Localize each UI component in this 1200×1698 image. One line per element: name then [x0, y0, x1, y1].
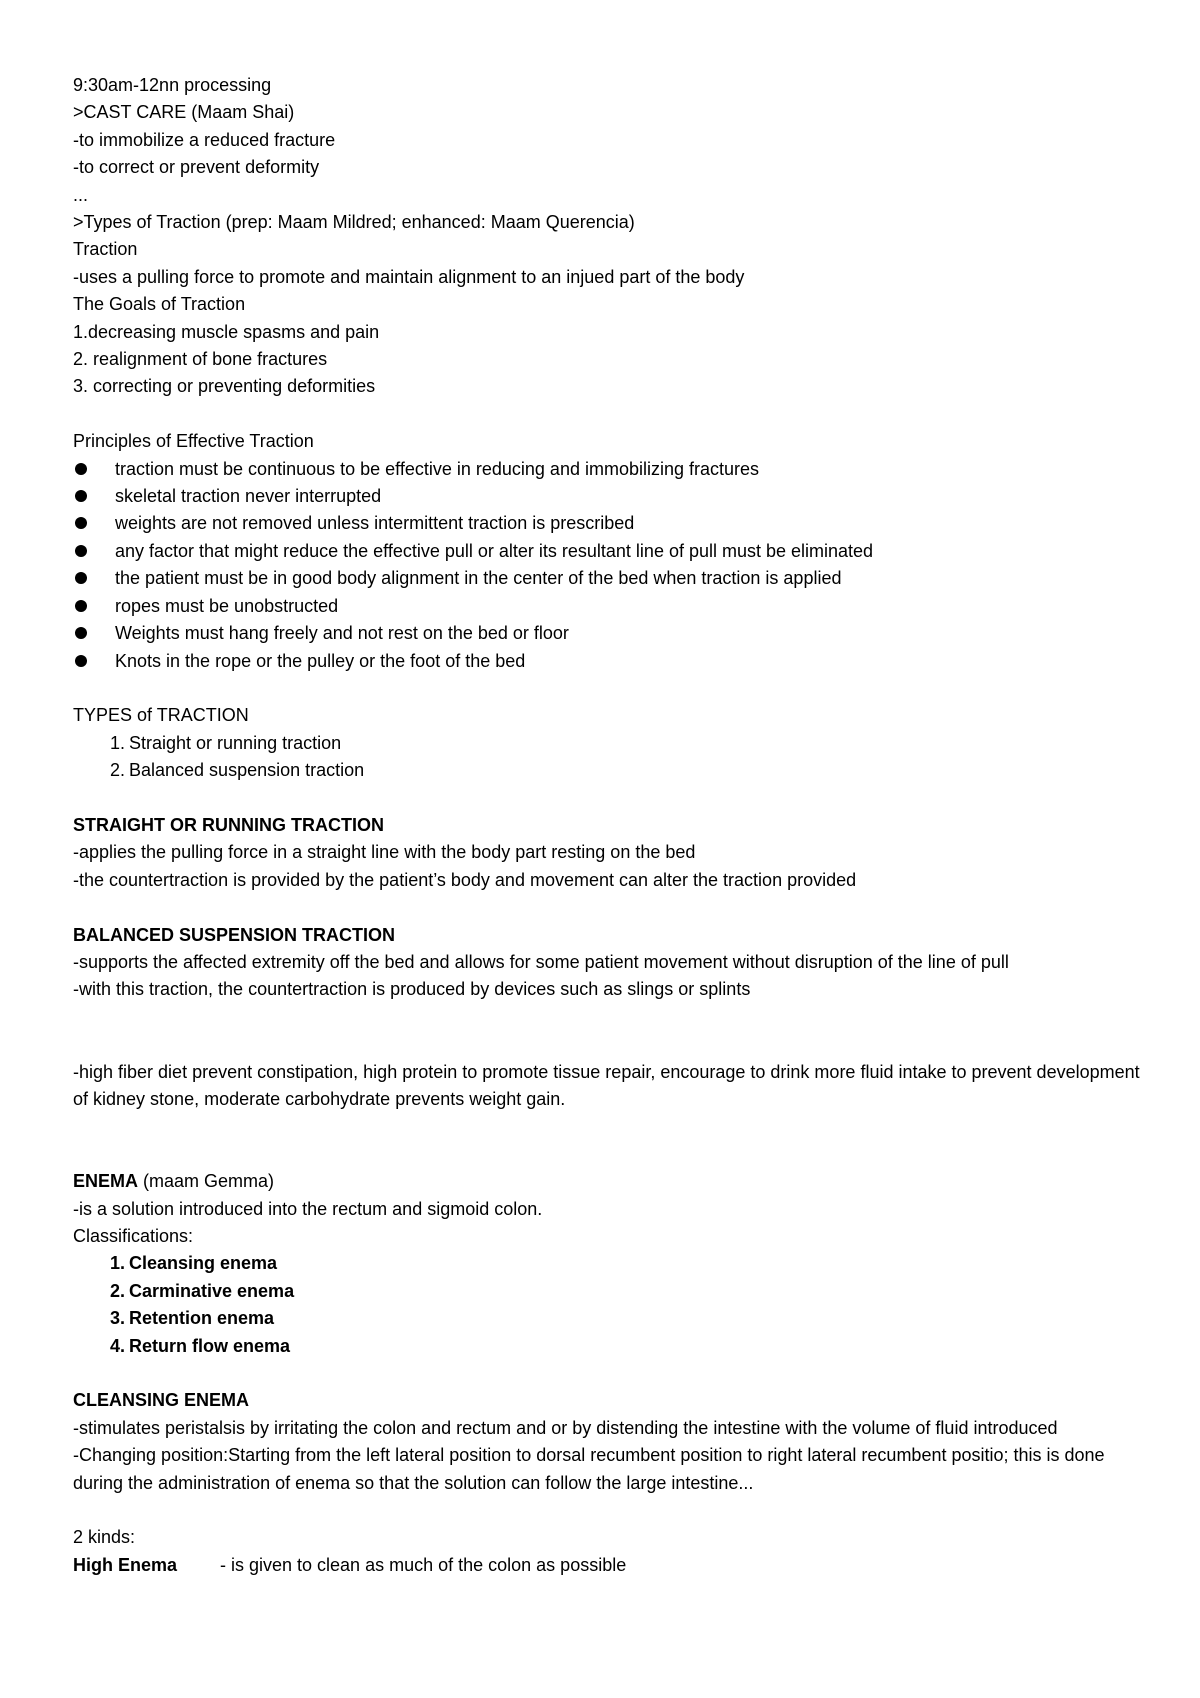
- straight-point: -applies the pulling force in a straight line with the body part resting on the bed: [73, 842, 696, 863]
- list-item: 1. Straight or running traction: [110, 732, 342, 753]
- balanced-point: -supports the affected extremity off the bed and allows for some patient movement without disruption of the line of pull: [73, 951, 1009, 972]
- list-item: the patient must be in good body alignment in the center of the bed when traction is applied: [73, 565, 1140, 592]
- traction-types-list: [73, 730, 1140, 785]
- bullet-icon: [75, 490, 87, 502]
- straight-point: -the countertraction is provided by the patient’s body and movement can alter the traction provided: [73, 869, 857, 890]
- bullet-icon: [75, 627, 87, 639]
- goal-item: 2. realignment of bone fractures: [73, 349, 328, 370]
- list-item: 3. Retention enema: [110, 1308, 275, 1329]
- principles-list: [73, 456, 1140, 675]
- enema-title-rest: (maam Gemma): [138, 1171, 275, 1192]
- straight-traction-heading: STRAIGHT OR RUNNING TRACTION: [73, 814, 384, 835]
- enema-title: [73, 1168, 1140, 1195]
- traction-term: Traction: [73, 239, 138, 260]
- bullet-icon: [75, 572, 87, 584]
- cast-care-title: >CAST CARE (Maam Shai): [73, 102, 295, 123]
- list-item: 4. Return flow enema: [110, 1335, 291, 1356]
- goals-heading: The Goals of Traction: [73, 294, 246, 315]
- cleansing-enema-heading: CLEANSING ENEMA: [73, 1390, 250, 1411]
- classifications-label: Classifications:: [73, 1225, 194, 1246]
- cleansing-point: -stimulates peristalsis by irritating the colon and rectum and or by distending the intestine with the volume of fluid introduced: [73, 1417, 1058, 1438]
- balanced-traction-heading: BALANCED SUSPENSION TRACTION: [73, 924, 396, 945]
- goal-item: 3. correcting or preventing deformities: [73, 376, 376, 397]
- list-item: 2. Balanced suspension traction: [110, 760, 365, 781]
- list-item: 1. Cleansing enema: [110, 1253, 278, 1274]
- bullet-icon: [75, 545, 87, 557]
- high-enema-label: High Enema: [73, 1554, 178, 1575]
- cast-point: -to correct or prevent deformity: [73, 157, 320, 178]
- cast-point: -to immobilize a reduced fracture: [73, 129, 336, 150]
- list-item: any factor that might reduce the effective pull or alter its resultant line of pull must be eliminated: [73, 538, 1140, 565]
- traction-definition: -uses a pulling force to promote and maintain alignment to an injued part of the body: [73, 266, 745, 287]
- high-enema-text: - is given to clean as much of the colon as possible: [220, 1554, 627, 1575]
- enema-definition: -is a solution introduced into the rectum and sigmoid colon.: [73, 1198, 543, 1219]
- bullet-icon: [75, 600, 87, 612]
- enema-classifications-list: [73, 1250, 1140, 1360]
- balanced-point: -with this traction, the countertraction is produced by devices such as slings or splints: [73, 979, 751, 1000]
- diet-note: -high fiber diet prevent constipation, high protein to promote tissue repair, encourage to drink more fluid intake to prevent development of kidney stone, moderate carbohydrate prevents weight gain.: [73, 1061, 1140, 1109]
- time-line: 9:30am-12nn processing: [73, 75, 272, 95]
- enema-title-bold: ENEMA: [73, 1171, 139, 1192]
- types-title: TYPES of TRACTION: [73, 705, 249, 726]
- list-item: weights are not removed unless intermittent traction is prescribed: [73, 510, 1140, 537]
- goal-item: 1.decreasing muscle spasms and pain: [73, 321, 380, 342]
- cleansing-point: -Changing position:Starting from the left lateral position to dorsal recumbent position to right lateral recumbent positio; this is done during the administration of enema so that the solution can follow the large intestine...: [73, 1445, 1105, 1493]
- list-item: Weights must hang freely and not rest on the bed or floor: [73, 620, 1140, 647]
- bullet-icon: [75, 463, 87, 475]
- types-of-traction-heading: >Types of Traction (prep: Maam Mildred; enhanced: Maam Querencia): [73, 212, 635, 233]
- list-item: 2. Carminative enema: [110, 1280, 295, 1301]
- list-item: skeletal traction never interrupted: [73, 483, 1140, 510]
- list-item: ropes must be unobstructed: [73, 593, 1140, 620]
- list-item: traction must be continuous to be effective in reducing and immobilizing fractures: [73, 456, 1140, 483]
- principles-heading: Principles of Effective Traction: [73, 431, 314, 452]
- kinds-label: 2 kinds:: [73, 1527, 136, 1548]
- bullet-icon: [75, 517, 87, 529]
- bullet-icon: [75, 655, 87, 667]
- high-enema-line: [73, 1552, 1140, 1579]
- ellipsis-line: ...: [73, 184, 89, 205]
- list-item: Knots in the rope or the pulley or the foot of the bed: [73, 648, 1140, 675]
